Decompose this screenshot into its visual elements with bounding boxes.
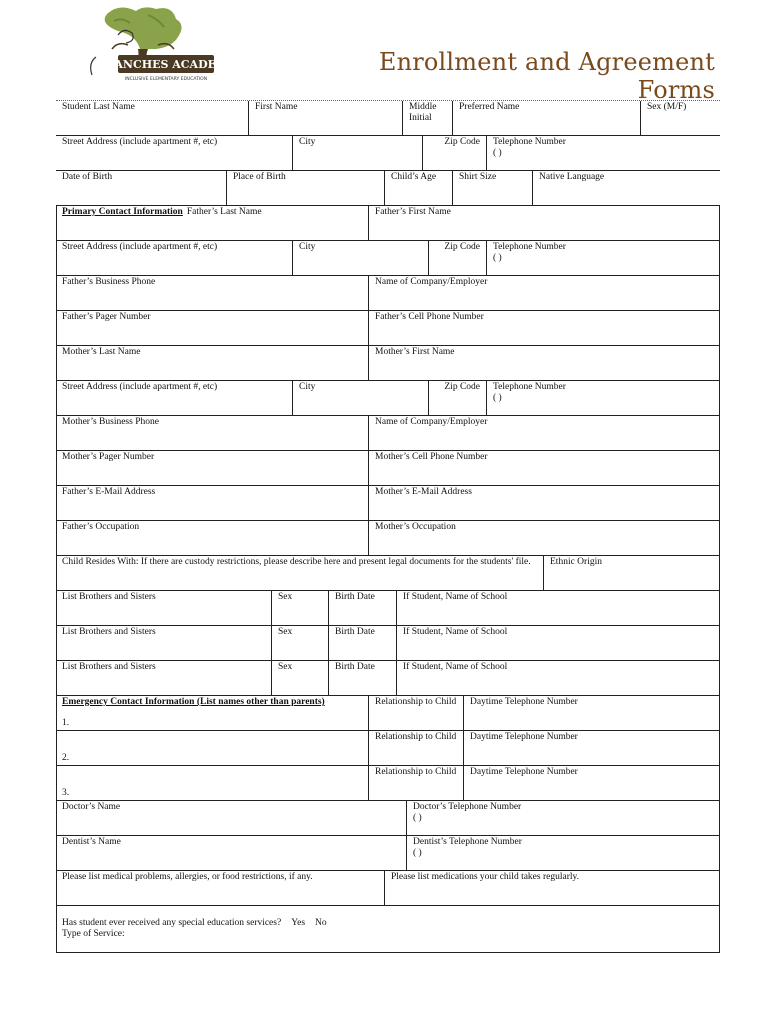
row-father-address: [56, 241, 720, 276]
mother-employer-field[interactable]: [368, 416, 720, 450]
sibling-school-field[interactable]: [396, 591, 720, 625]
row-father-business: [56, 276, 720, 311]
mother-pager-field[interactable]: [56, 451, 368, 485]
label: Father’s Cell Phone Number: [375, 312, 484, 322]
yes-option[interactable]: Yes: [291, 918, 306, 928]
label: Mother’s First Name: [375, 347, 455, 357]
label: Sex: [278, 627, 293, 637]
label: Daytime Telephone Number: [470, 732, 578, 742]
mother-telephone-field[interactable]: [486, 381, 720, 415]
mother-zip-code-field[interactable]: [428, 381, 486, 415]
telephone-field[interactable]: [486, 136, 720, 170]
label: Father’s Business Phone: [62, 277, 156, 287]
label: Name of Company/Employer: [375, 277, 488, 287]
label: ( ): [493, 393, 502, 403]
ethnic-origin-field[interactable]: [543, 556, 720, 590]
row-birth-info: [56, 171, 720, 206]
row-email: [56, 486, 720, 521]
label: First Name: [255, 102, 298, 112]
label: City: [299, 242, 316, 252]
sibling-school-field[interactable]: [396, 626, 720, 660]
dentist-name-field[interactable]: [56, 836, 406, 870]
label: Birth Date: [335, 662, 375, 672]
label: Telephone Number: [493, 137, 566, 147]
zip-code-field[interactable]: [422, 136, 486, 170]
mother-cell-phone-field[interactable]: [368, 451, 720, 485]
child-resides-with-field[interactable]: [56, 556, 543, 590]
row-emergency-1: [56, 696, 720, 731]
label: ( ): [413, 848, 422, 858]
special-education-question: [62, 918, 714, 929]
father-employer-field[interactable]: [368, 276, 720, 310]
row-sibling-1: [56, 591, 720, 626]
relationship-1-field[interactable]: [368, 696, 463, 730]
sibling-name-field[interactable]: [56, 661, 271, 695]
row-child-resides: [56, 556, 720, 591]
label: Mother’s Last Name: [62, 347, 141, 357]
label: Daytime Telephone Number: [470, 767, 578, 777]
label: Middle: [409, 102, 437, 112]
row-special-education: [56, 906, 720, 953]
label: Father’s Occupation: [62, 522, 140, 532]
logo-text: BRANCHES ACADEMY: [95, 58, 237, 71]
label: Sex: [278, 662, 293, 672]
shirt-size-field[interactable]: [452, 171, 532, 205]
father-business-phone-field[interactable]: [56, 276, 368, 310]
label: Preferred Name: [459, 102, 520, 112]
daytime-phone-1-field[interactable]: [463, 696, 720, 730]
row-mother-business: [56, 416, 720, 451]
label: Zip Code: [444, 242, 480, 252]
emergency-contact-2-field[interactable]: [56, 731, 368, 765]
section-heading-emergency-contact: Emergency Contact Information (List names other than parents): [62, 697, 325, 707]
father-street-address-field[interactable]: [56, 241, 292, 275]
daytime-phone-2-field[interactable]: [463, 731, 720, 765]
label: If Student, Name of School: [403, 627, 508, 637]
row-father-pager: [56, 311, 720, 346]
row-sibling-2: [56, 626, 720, 661]
label: 3.: [62, 788, 70, 798]
page-title: Enrollment and Agreement Forms: [378, 48, 715, 104]
label: Please list medical problems, allergies, or food restrictions, if any.: [62, 872, 313, 882]
sibling-birth-date-field[interactable]: [328, 626, 396, 660]
label: Mother’s Occupation: [375, 522, 456, 532]
father-cell-phone-field[interactable]: [368, 311, 720, 345]
label: Telephone Number: [493, 242, 566, 252]
row-medical: [56, 871, 720, 906]
label: Mother’s E-Mail Address: [375, 487, 472, 497]
label: Father’s E-Mail Address: [62, 487, 156, 497]
relationship-3-field[interactable]: [368, 766, 463, 800]
label: Relationship to Child: [375, 697, 457, 707]
label: Father’s Last Name: [186, 207, 262, 217]
middle-initial-field[interactable]: [402, 101, 452, 135]
father-last-name-field[interactable]: [56, 206, 368, 240]
label: City: [299, 137, 316, 147]
sibling-sex-field[interactable]: [271, 661, 328, 695]
sibling-name-field[interactable]: [56, 591, 271, 625]
row-mother-pager: [56, 451, 720, 486]
row-mother-address: [56, 381, 720, 416]
sibling-sex-field[interactable]: [271, 591, 328, 625]
label: Shirt Size: [459, 172, 497, 182]
label: Mother’s Pager Number: [62, 452, 155, 462]
medical-problems-field[interactable]: [56, 871, 384, 905]
section-heading-primary-contact: Primary Contact Information: [62, 207, 183, 217]
label: Sex: [278, 592, 293, 602]
label: Sex (M/F): [647, 102, 687, 112]
mother-occupation-field[interactable]: [368, 521, 720, 555]
sibling-school-field[interactable]: [396, 661, 720, 695]
logo-subtext: INCLUSIVE ELEMENTARY EDUCATION: [124, 77, 208, 82]
doctor-phone-field[interactable]: [406, 801, 720, 835]
row-mother-name: [56, 346, 720, 381]
relationship-2-field[interactable]: [368, 731, 463, 765]
native-language-field[interactable]: [532, 171, 720, 205]
label: Dentist’s Telephone Number: [413, 837, 522, 847]
label: Has student ever received any special education services?: [62, 918, 282, 928]
label: Father’s Pager Number: [62, 312, 151, 322]
label: 1.: [62, 718, 70, 728]
childs-age-field[interactable]: [384, 171, 452, 205]
dentist-phone-field[interactable]: [406, 836, 720, 870]
label: Native Language: [539, 172, 605, 182]
label: Zip Code: [444, 137, 480, 147]
label: Birth Date: [335, 592, 375, 602]
label: Street Address (include apartment #, etc): [62, 382, 218, 392]
label: Daytime Telephone Number: [470, 697, 578, 707]
emergency-contact-3-field[interactable]: [56, 766, 368, 800]
label: City: [299, 382, 316, 392]
father-email-field[interactable]: [56, 486, 368, 520]
row-emergency-2: [56, 731, 720, 766]
label: Doctor’s Telephone Number: [413, 802, 522, 812]
type-of-service-label: Type of Service:: [62, 929, 125, 939]
place-of-birth-field[interactable]: [226, 171, 384, 205]
row-occupation: [56, 521, 720, 556]
mother-business-phone-field[interactable]: [56, 416, 368, 450]
label: Relationship to Child: [375, 767, 457, 777]
mother-last-name-field[interactable]: [56, 346, 368, 380]
label: Father’s First Name: [375, 207, 451, 217]
label: Doctor’s Name: [62, 802, 121, 812]
first-name-field[interactable]: [248, 101, 402, 135]
father-first-name-field[interactable]: [368, 206, 720, 240]
father-pager-field[interactable]: [56, 311, 368, 345]
row-student-address: [56, 136, 720, 171]
label: List Brothers and Sisters: [62, 662, 156, 672]
label: Place of Birth: [233, 172, 286, 182]
label: Birth Date: [335, 627, 375, 637]
father-occupation-field[interactable]: [56, 521, 368, 555]
row-father-name: [56, 206, 720, 241]
label: Street Address (include apartment #, etc): [62, 242, 218, 252]
row-student-name: [56, 100, 720, 136]
mother-email-field[interactable]: [368, 486, 720, 520]
row-doctor: [56, 801, 720, 836]
father-telephone-field[interactable]: [486, 241, 720, 275]
mother-first-name-field[interactable]: [368, 346, 720, 380]
label: Child’s Age: [391, 172, 437, 182]
sibling-name-field[interactable]: [56, 626, 271, 660]
label: Child Resides With: If there are custody restrictions, please describe here and present legal documents for the students' file.: [62, 557, 531, 567]
city-field[interactable]: [292, 136, 422, 170]
label: Zip Code: [444, 382, 480, 392]
mother-city-field[interactable]: [292, 381, 428, 415]
label: Mother’s Cell Phone Number: [375, 452, 488, 462]
row-sibling-3: [56, 661, 720, 696]
father-zip-code-field[interactable]: [428, 241, 486, 275]
label: Dentist’s Name: [62, 837, 121, 847]
label: ( ): [493, 253, 502, 263]
label: If Student, Name of School: [403, 592, 508, 602]
daytime-phone-3-field[interactable]: [463, 766, 720, 800]
label: Date of Birth: [62, 172, 113, 182]
label: Student Last Name: [62, 102, 135, 112]
branches-academy-logo: [78, 5, 237, 87]
street-address-field[interactable]: [56, 136, 292, 170]
label: Name of Company/Employer: [375, 417, 488, 427]
row-dentist: [56, 836, 720, 871]
label: ( ): [493, 148, 502, 158]
label: List Brothers and Sisters: [62, 592, 156, 602]
mother-street-address-field[interactable]: [56, 381, 292, 415]
label: Relationship to Child: [375, 732, 457, 742]
label: 2.: [62, 753, 70, 763]
emergency-contact-1-field[interactable]: [56, 696, 368, 730]
sibling-sex-field[interactable]: [271, 626, 328, 660]
father-city-field[interactable]: [292, 241, 428, 275]
sibling-birth-date-field[interactable]: [328, 591, 396, 625]
label: Mother’s Business Phone: [62, 417, 159, 427]
special-education-field[interactable]: [56, 906, 720, 952]
date-of-birth-field[interactable]: [56, 171, 226, 205]
label: If Student, Name of School: [403, 662, 508, 672]
label: Ethnic Origin: [550, 557, 602, 567]
preferred-name-field[interactable]: [452, 101, 640, 135]
label: Street Address (include apartment #, etc): [62, 137, 218, 147]
enrollment-form: [56, 100, 720, 953]
sex-field[interactable]: [640, 101, 720, 135]
no-option[interactable]: No: [315, 918, 327, 928]
sibling-birth-date-field[interactable]: [328, 661, 396, 695]
label: Initial: [409, 113, 432, 123]
label: List Brothers and Sisters: [62, 627, 156, 637]
row-emergency-3: [56, 766, 720, 801]
student-last-name-field[interactable]: [56, 101, 248, 135]
doctor-name-field[interactable]: [56, 801, 406, 835]
label: ( ): [413, 813, 422, 823]
label: Telephone Number: [493, 382, 566, 392]
label: Please list medications your child takes regularly.: [391, 872, 580, 882]
medications-field[interactable]: [384, 871, 720, 905]
